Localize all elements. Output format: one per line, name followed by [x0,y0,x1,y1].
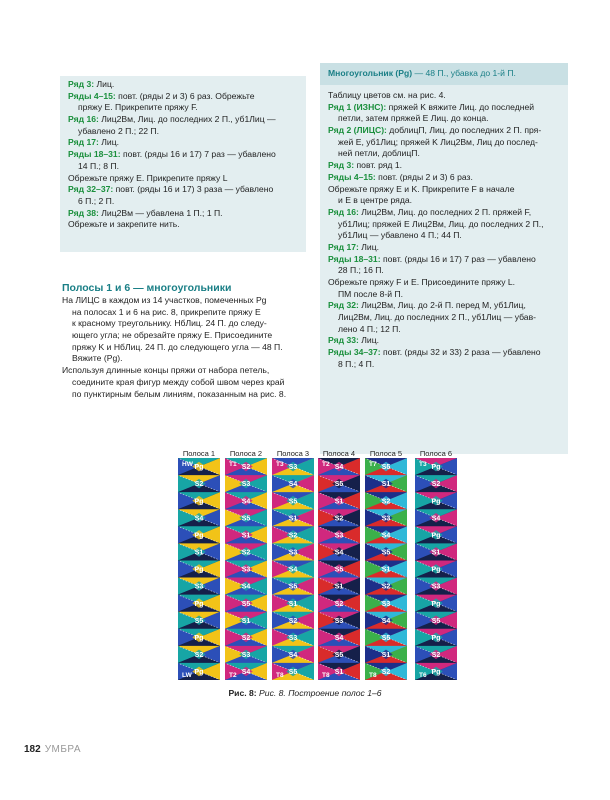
shape-tag: S4 [381,617,391,625]
shape-tag: S5 [381,549,391,557]
text-line [328,265,560,277]
shape-tag: S2 [334,600,344,608]
shape-tag: S5 [334,566,344,574]
text-line [62,377,312,389]
row-text: 6 П.; 2 П. [78,195,115,206]
shape-tag: S2 [381,669,391,677]
shape-tag: S1 [288,600,298,608]
text-line [62,307,312,319]
shape-tag: S5 [288,669,298,677]
shape-tag: S3 [288,634,298,642]
shape-tag: S3 [334,532,344,540]
text-line [328,102,560,114]
row-text: уб1Лиц — убавлено 4 П.; 44 П. [338,230,462,241]
shape-tag: S1 [334,498,344,506]
shape-tag: S4 [288,481,298,489]
shape-tag: Pg [194,669,204,677]
row-text: Лиц. [358,241,380,252]
shape-tag: S5 [288,498,298,506]
bottom-tag: T6 [419,672,427,679]
top-tag: T3 [419,461,427,468]
row-text: соедините края фигур между собой швом через край [72,376,285,387]
row-label: Ряд 16: [68,114,99,125]
shape-tag: S4 [241,669,251,677]
shape-tag: S2 [431,651,441,659]
shape-tag: Pg [194,464,204,472]
text-line [328,230,560,242]
stripes-figure [175,448,460,683]
shape-tag: S4 [431,515,441,523]
caption-text: Рис. 8. Построение полос 1–6 [256,688,382,698]
row-text: Таблицу цветов см. на рис. 4. [328,90,446,100]
shape-tag: S2 [288,617,298,625]
shape-tag: S3 [288,464,298,472]
shape-tag: S5 [241,515,251,523]
row-text: жей E, уб1Лиц; пряжей K Лиц2Вм, Лиц до послед- [338,136,538,147]
polygon-box-subtitle: — 48 П., убавка до 1-й П. [412,68,516,78]
shape-tag: S2 [241,634,251,642]
text-line [328,335,560,347]
shape-tag: S4 [334,464,344,472]
row-text: ющего угла; не обрезайте пряжу E. Присоедините [72,330,273,341]
text-line [68,208,298,220]
bottom-tag: LW [182,672,192,679]
row-label: Ряд 17: [328,241,359,252]
row-text: петли, затем пряжей E Лиц. до конца. [338,113,489,124]
shape-tag: S1 [241,617,251,625]
text-line [68,149,298,161]
row-label: Ряды 18–31: [68,149,121,160]
text-line [68,137,298,149]
text-line [68,79,298,91]
row-label: Ряд 32–37: [68,184,114,195]
shape-tag: S4 [334,634,344,642]
polygon-box-title: Многоугольник (Pg) [328,68,413,78]
row-text: Используя длинные концы пряжи от набора петель, [62,365,270,376]
shape-tag: S4 [241,498,251,506]
row-text: пряжу K и НбЛиц. 24 П. до следующего угла — 48 П. [72,341,283,352]
row-label: Ряд 16: [328,206,359,217]
shape-tag: S2 [334,515,344,523]
stripes-instructions [62,295,312,400]
shape-tag: Pg [431,498,441,506]
stripe-label: Полоса 1 [182,449,216,458]
row-text: Лиц2Вм, Лиц. до последних 2 П. пряжей F, [358,206,532,217]
stripe-label: Полоса 6 [419,449,453,458]
text-line [328,242,560,254]
row-label: Ряд 2 (ЛИЦС): [328,125,387,136]
shape-tag: S3 [241,566,251,574]
text-line [328,347,560,359]
row-text: лено 4 П.; 12 П. [338,323,401,334]
section-name: УМБРА [44,744,82,755]
top-tag: T7 [369,461,377,468]
shape-tag: S3 [194,583,204,591]
row-label: Ряды 34–37: [328,347,381,358]
text-line [328,148,560,160]
shape-tag: S3 [241,481,251,489]
text-line [62,295,312,307]
shape-tag: S2 [431,481,441,489]
text-line [62,318,312,330]
row-text: пряжу E. Прикрепите пряжу F. [78,102,198,113]
bottom-tag: T8 [322,672,330,679]
text-line [328,289,560,301]
text-line [62,365,312,377]
row-text: на полосах 1 и 6 на рис. 8, прикрепите пряжу E [72,306,261,317]
row-text: доблицП, Лиц. до последних 2 П. пря- [386,125,542,136]
shape-tag: S2 [288,532,298,540]
shape-tag: S1 [194,549,204,557]
shape-tag: Pg [431,464,441,472]
row-text: повт. ряд 1. [354,160,402,171]
row-text: Обрежьте пряжу E. Прикрепите пряжу L [68,172,228,183]
shape-tag: S3 [381,600,391,608]
shape-tag: S1 [381,566,391,574]
section-title: Полосы 1 и 6 — многоугольники [62,282,232,294]
text-line [68,161,298,173]
page-footer [24,743,81,757]
shape-tag: S4 [194,515,204,523]
row-text: убавлено 2 П.; 22 П. [78,125,159,136]
shape-tag: S1 [381,481,391,489]
shape-tag: S2 [194,651,204,659]
text-line [62,389,312,401]
shape-tag: S3 [431,583,441,591]
text-line [328,172,560,184]
text-line [328,254,560,266]
polygon-instructions [320,85,568,371]
stripe-label: Полоса 4 [322,449,356,458]
row-text: ней петли, доблицП. [338,148,420,159]
row-text: и E в центре ряда. [338,195,413,206]
row-text: уб1Лиц; пряжей E Лиц2Вм, Лиц. до последних 2 П., [338,218,544,229]
text-line [62,330,312,342]
text-line [328,312,560,324]
bottom-tag: T8 [369,672,377,679]
row-text: 14 П.; 8 П. [78,160,120,171]
shape-tag: S2 [381,498,391,506]
row-label: Ряд 1 (ИЗНС): [328,101,387,112]
row-text: по пунктирным белым линиям, показанным на рис. 8. [72,388,287,399]
top-tag: T2 [322,461,330,468]
shape-tag: S5 [381,634,391,642]
shape-tag: S4 [381,532,391,540]
row-text: 8 П.; 4 П. [338,358,375,369]
shape-tag: S2 [381,583,391,591]
shape-tag: Pg [431,669,441,677]
text-line [328,137,560,149]
text-line [68,126,298,138]
text-line [328,324,560,336]
shape-tag: S2 [194,481,204,489]
bottom-tag: T8 [276,672,284,679]
row-label: Ряд 38: [68,207,99,218]
row-text: повт. (ряды 16 и 17) 7 раз — убавлено [120,149,276,160]
bottom-tag: T2 [229,672,237,679]
shape-tag: Pg [194,566,204,574]
page-number: 182 [24,744,41,755]
text-line [328,160,560,172]
shape-tag: S1 [381,651,391,659]
row-label: Ряды 4–15: [68,90,116,101]
shape-tag: S5 [194,617,204,625]
shape-tag: S3 [334,617,344,625]
shape-tag: Pg [431,634,441,642]
row-text: На ЛИЦС в каждом из 14 участков, помеченных Pg [62,295,267,305]
shape-tag: S4 [288,651,298,659]
shape-tag: Pg [194,600,204,608]
text-line [68,196,298,208]
text-line [68,102,298,114]
text-line [68,219,298,231]
row-text: повт. (ряды 16 и 17) 3 раза — убавлено [113,184,274,195]
row-text: к красному треугольнику. НбЛиц. 24 П. до следу- [72,318,267,329]
stripe-label: Полоса 5 [369,449,403,458]
row-text: повт. (ряды 32 и 33) 2 раза — убавлено [380,347,541,358]
row-text: повт. (ряды 2 и 3) 6 раз. [375,171,473,182]
shape-tag: S5 [334,481,344,489]
text-line [68,114,298,126]
polygon-box-header [320,63,568,85]
row-text: 28 П.; 16 П. [338,265,384,276]
shape-tag: S5 [241,600,251,608]
top-tag: T3 [276,461,284,468]
pattern-box-left [60,76,306,252]
top-tag: T1 [229,461,237,468]
text-line [328,125,560,137]
text-line [328,195,560,207]
row-text: Лиц2Вм, Лиц. до последних 2 П., уб1Лиц — [98,114,276,125]
stripe-label: Полоса 3 [276,449,310,458]
row-text: пряжей K вяжите Лиц. до последней [386,101,535,112]
shape-tag: Pg [431,600,441,608]
row-text: Лиц2Вм — убавлена 1 П.; 1 П. [98,207,223,218]
shape-tag: S3 [241,651,251,659]
shape-tag: S1 [431,549,441,557]
text-line [62,342,312,354]
row-label: Ряд 32: [328,300,359,311]
shape-tag: S5 [334,651,344,659]
row-text: Лиц. [94,79,115,89]
row-label: Ряд 33: [328,335,359,346]
text-line [68,91,298,103]
row-text: Лиц. [98,137,120,148]
row-label: Ряды 4–15: [328,171,376,182]
text-line [328,359,560,371]
row-text: повт. (ряды 16 и 17) 7 раз — убавлено [380,253,536,264]
shape-tag: S5 [381,464,391,472]
shape-tag: S1 [334,583,344,591]
shape-tag: S2 [241,464,251,472]
row-text: Обрежьте и закрепите нить. [68,219,180,230]
text-line [328,277,560,289]
text-line [328,300,560,312]
shape-tag: S4 [288,566,298,574]
shape-tag: S5 [431,617,441,625]
row-label: Ряд 3: [328,160,355,171]
row-label: Ряды 18–31: [328,253,381,264]
text-line [328,207,560,219]
shape-tag: Pg [194,634,204,642]
pattern-box-right [320,63,568,454]
shape-tag: S3 [381,515,391,523]
shape-tag: S4 [241,583,251,591]
shape-tag: S4 [334,549,344,557]
shape-tag: Pg [194,498,204,506]
row-text: Лиц2Вм, Лиц. до 2-й П. перед М, уб1Лиц, [358,300,526,311]
row-text: Обрежьте пряжу E и K. Прикрепите F в начале [328,183,515,194]
text-line [328,184,560,196]
shape-tag: S2 [241,549,251,557]
stripe-label: Полоса 2 [229,449,263,458]
caption-label: Рис. 8: [228,688,257,698]
top-tag: HW [182,461,193,468]
row-text: Обрежьте пряжу F и E. Присоедините пряжу L. [328,277,516,287]
shape-tag: Pg [431,532,441,540]
row-text: Лиц. [358,335,380,346]
row-text: Лиц2Вм, Лиц. до последних 2 П., уб1Лиц — убав- [338,312,537,323]
shape-tag: S3 [288,549,298,557]
row-text: ПМ после 8-й П. [338,288,404,299]
text-line [62,353,312,365]
row-label: Ряд 3: [68,79,95,89]
shape-tag: Pg [194,532,204,540]
shape-tag: S5 [288,583,298,591]
text-line [68,173,298,185]
text-line [328,113,560,125]
shape-tag: S1 [288,515,298,523]
row-text: Вяжите (Pg). [72,353,123,364]
shape-tag: S1 [241,532,251,540]
text-line [328,219,560,231]
shape-tag: S1 [334,669,344,677]
shape-tag: Pg [431,566,441,574]
row-text: повт. (ряды 2 и 3) 6 раз. Обрежьте [115,90,255,101]
row-label: Ряд 17: [68,137,99,148]
text-line [328,90,560,102]
text-line [68,184,298,196]
figure-caption [0,688,610,700]
